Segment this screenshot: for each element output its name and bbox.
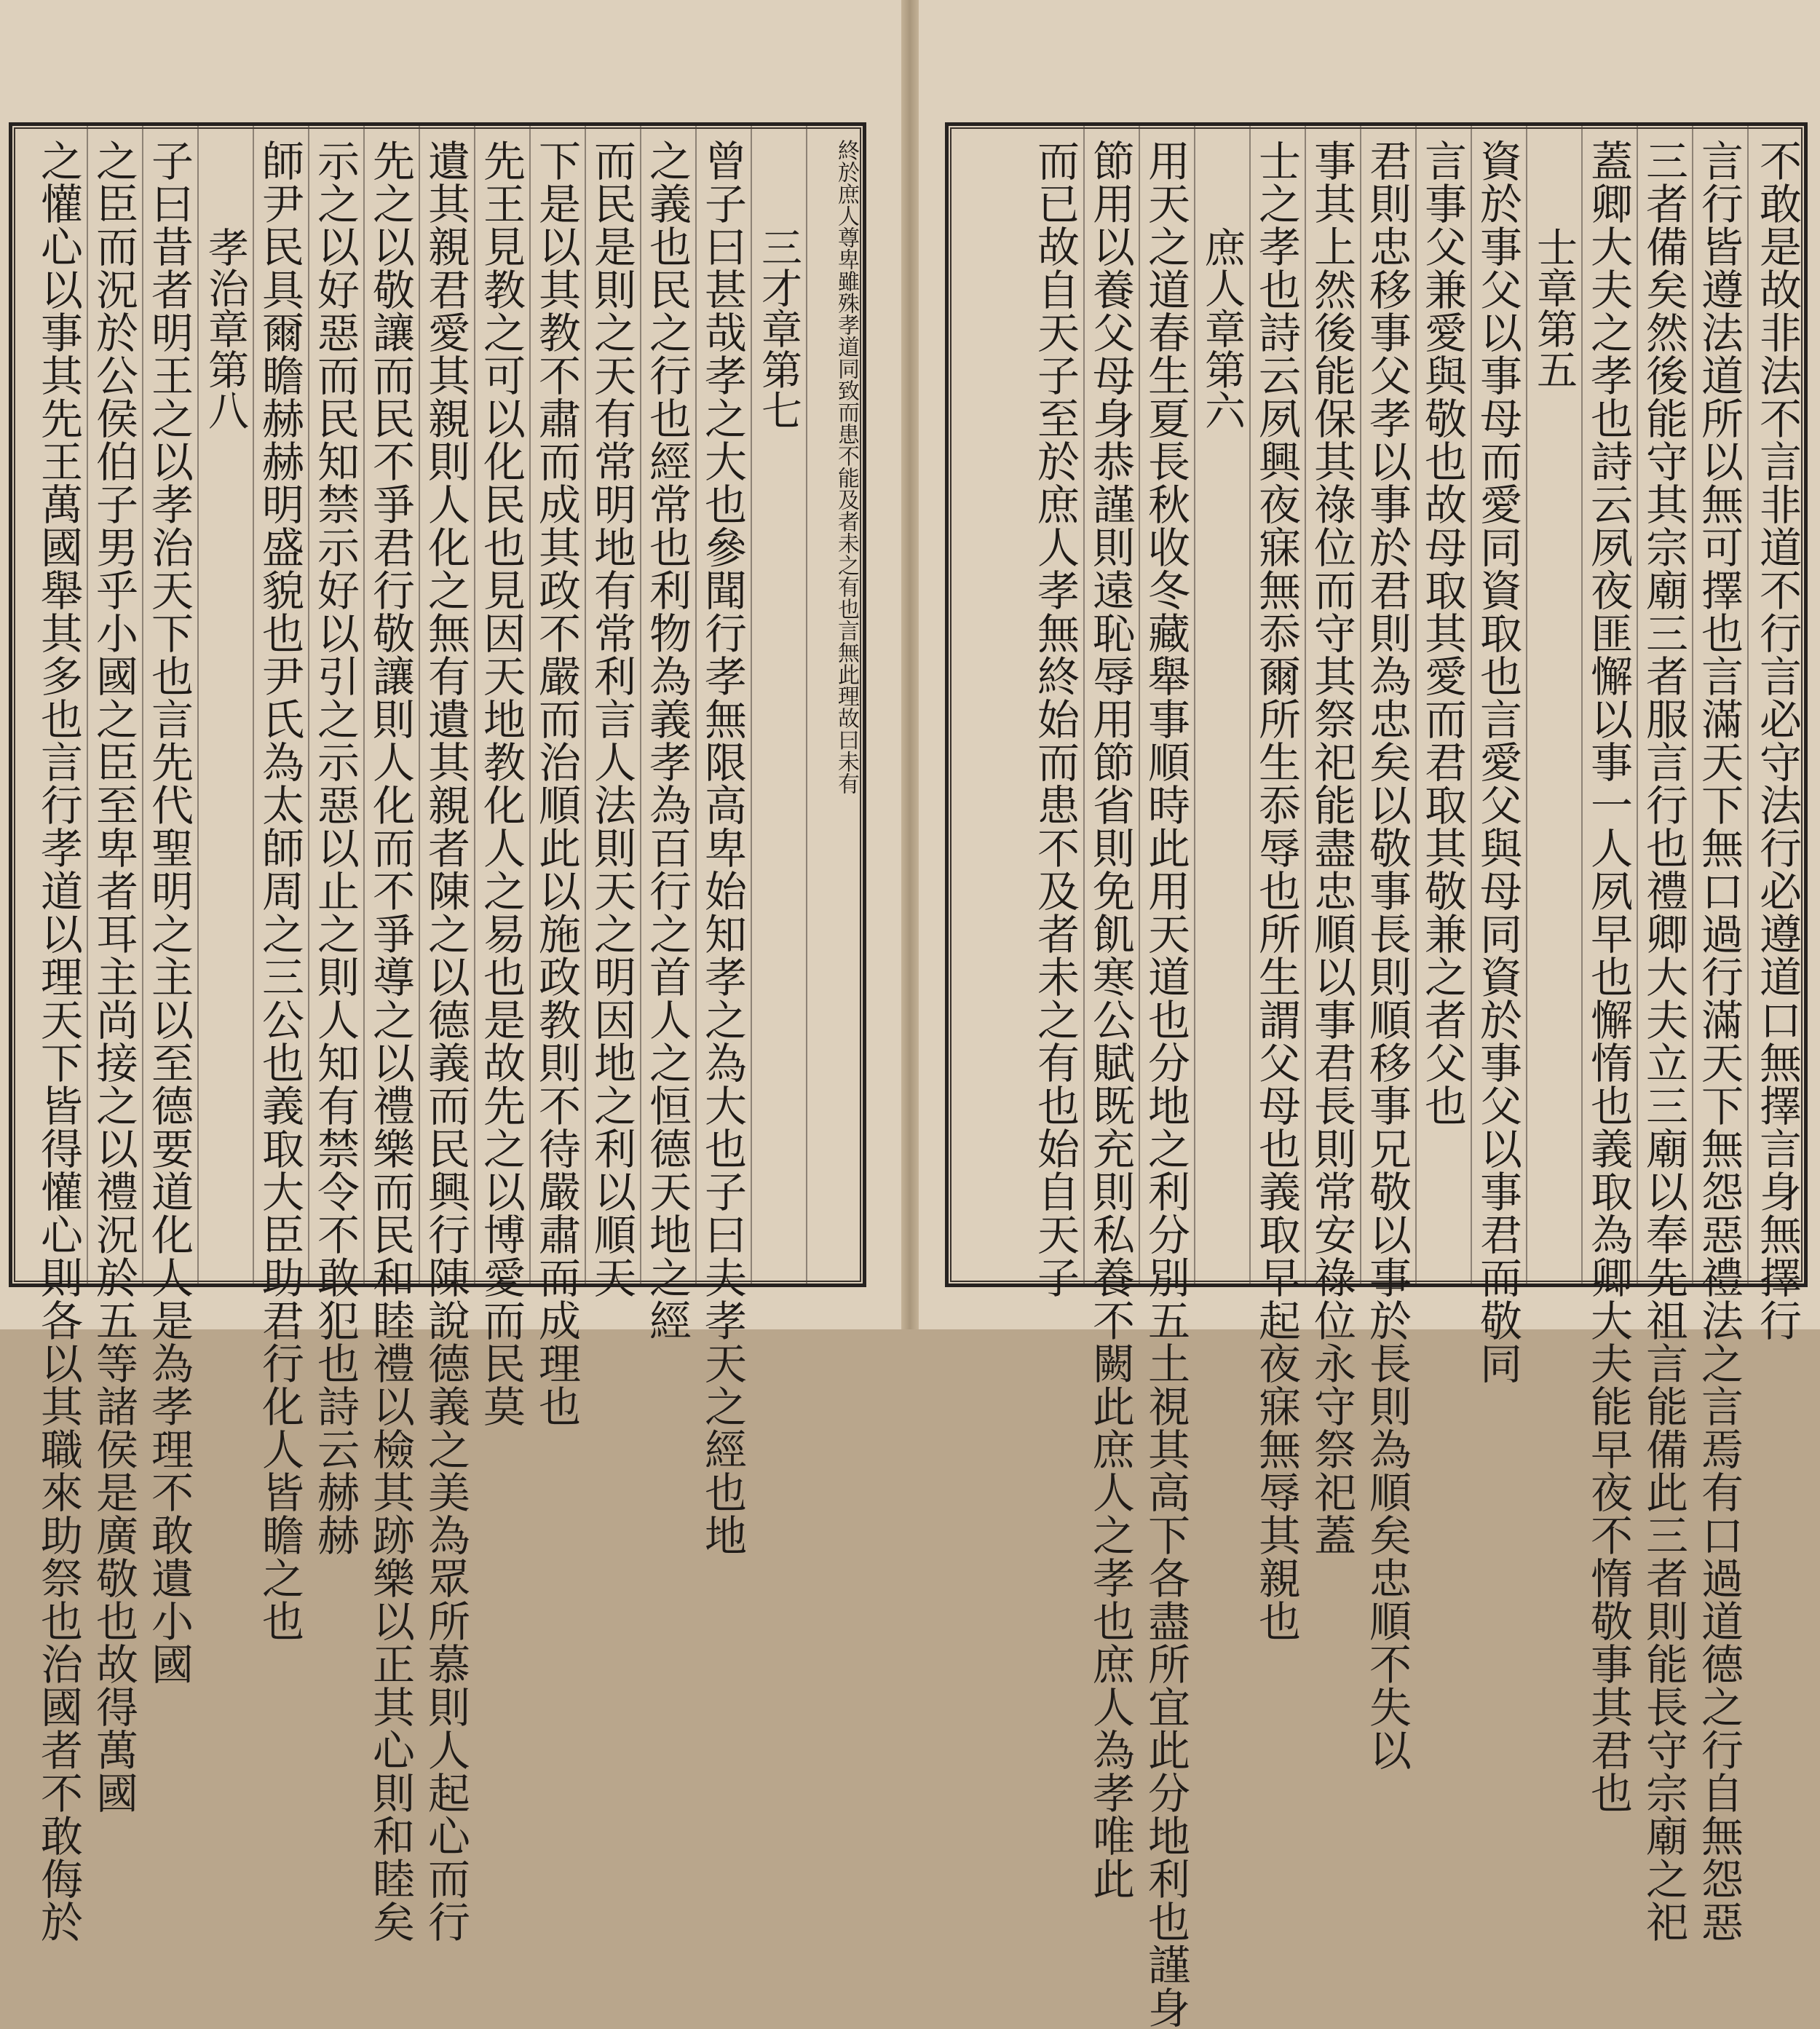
chapter-title-shi: 士章第五 <box>1530 226 1578 389</box>
text-column: 之臣而況於公侯伯子男乎小國之臣至卑者耳主尚接之以禮況於五等諸侯是廣敬也故得萬國 <box>89 139 138 1814</box>
text-column: 用天之道春生夏長秋收冬藏舉事順時此用天道也分地之利分別五土視其高下各盡所宜此分地利也謹身 <box>1141 139 1190 2029</box>
text-column: 曾子曰甚哉孝之大也參聞行孝無限高卑始知孝之為大也子曰夫孝天之經也地 <box>697 139 747 1557</box>
text-column: 節用以養父母身恭謹則遠恥辱用節省則免飢寒公賦既充則私養不闕此庶人之孝也庶人為孝唯此 <box>1085 139 1135 1900</box>
column-rule <box>1637 126 1638 1284</box>
column-rule <box>1249 126 1251 1284</box>
right-page-frame <box>945 122 1808 2029</box>
column-rule <box>253 126 254 1284</box>
column-rule <box>1415 126 1417 1284</box>
column-rule <box>695 126 697 1284</box>
column-rule <box>751 126 752 1284</box>
left-page-frame <box>9 122 866 1943</box>
book-gutter <box>901 0 919 1329</box>
text-column: 子曰昔者明王之以孝治天下也言先代聖明之主以至德要道化人是為孝理不敢遺小國 <box>144 139 194 1685</box>
column-rule <box>363 126 365 1284</box>
chapter-title-sancai: 三才章第七 <box>755 226 802 430</box>
column-rule <box>585 126 586 1284</box>
text-column: 先王見教之可以化民也見因天地教化人之易也是故先之以博愛而民莫 <box>476 139 526 1428</box>
column-rule <box>1692 126 1693 1284</box>
column-rule <box>529 126 531 1284</box>
column-rule <box>806 126 807 1284</box>
chapter-title-xiaozhi: 孝治章第八 <box>202 226 249 430</box>
text-column: 言行皆遵法道所以無可擇也言滿天下無口過行滿天下無怨惡禮法之言焉有口過道德之行自無怨惡 <box>1694 139 1744 1943</box>
column-rule <box>1581 126 1583 1284</box>
right-page <box>919 0 1820 2029</box>
column-rule <box>640 126 641 1284</box>
text-column: 君則忠移事父孝以事於君則為忠矣以敬事長則順移事兄敬以事於長則為順矣忠順不失以 <box>1362 139 1412 1771</box>
text-column: 先之以敬讓而民不爭君行敬讓則人化而不爭導之以禮樂而民和睦禮以檢其跡樂以正其心則和睦矣 <box>365 139 415 1943</box>
text-column: 示之以好惡而民知禁示好以引之示惡以止之則人知有禁令不敢犯也詩云赫赫 <box>310 139 360 1557</box>
column-rule <box>142 126 143 1284</box>
column-rule <box>1747 126 1749 1284</box>
text-column: 蓋卿大夫之孝也詩云夙夜匪懈以事一人夙早也懈惰也義取為卿大夫能早夜不惰敬事其君也 <box>1583 139 1633 1814</box>
text-column: 資於事父以事母而愛同資取也言愛父與母同資於事父以事君而敬同 <box>1473 139 1522 1385</box>
column-rule <box>1305 126 1306 1284</box>
chapter-title-shuren: 庶人章第六 <box>1198 226 1246 430</box>
text-column: 而民是則之天有常明地有常利言人法則天之明因地之利以順天 <box>587 139 636 1299</box>
column-rule <box>1194 126 1195 1284</box>
text-column: 事其上然後能保其祿位而守其祭祀能盡忠順以事君長則常安祿位永守祭祀蓋 <box>1307 139 1356 1557</box>
column-rule <box>1360 126 1361 1284</box>
text-column: 之義也民之行也經常也利物為義孝為百行之首人之恒德天地之經 <box>642 139 692 1342</box>
column-rule <box>1471 126 1472 1284</box>
column-rule <box>1083 126 1085 1284</box>
column-rule <box>419 126 420 1284</box>
column-rule <box>197 126 199 1284</box>
column-rule <box>1526 126 1527 1284</box>
text-column: 遺其親君愛其親則人化之無有遺其親者陳之以德義而民興行陳說德義之美為眾所慕則人起心而行 <box>421 139 470 1943</box>
text-column: 之懽心以事其先王萬國舉其多也言行孝道以理天下皆得懽心則各以其職來助祭也治國者不敢侮於 <box>33 139 83 1943</box>
text-column: 三者備矣然後能守其宗廟三者服言行也禮卿大夫立三廟以奉先祖言能備此三者則能長守宗廟之祀 <box>1639 139 1688 1943</box>
text-column: 師尹民具爾瞻赫赫明盛貌也尹氏為太師周之三公也義取大臣助君行化人皆瞻之也 <box>255 139 304 1642</box>
column-rule <box>87 126 88 1284</box>
text-column: 終於庶人尊卑雖殊孝道同致而患不能及者未之有也言無此理故曰未有 <box>834 139 859 794</box>
text-column: 而已故自天子至於庶人孝無終始而患不及者未之有也始自天子 <box>1030 139 1080 1299</box>
column-rule <box>1139 126 1140 1284</box>
text-column: 言事父兼愛與敬也故母取其愛而君取其敬兼之者父也 <box>1417 139 1467 1127</box>
column-rule <box>474 126 475 1284</box>
text-column: 下是以其教不肅而成其政不嚴而治順此以施政教則不待嚴肅而成理也 <box>531 139 581 1428</box>
text-column: 不敢是故非法不言非道不行言必守法行必遵道口無擇言身無擇行 <box>1752 139 1802 1342</box>
column-rule <box>308 126 309 1284</box>
left-page <box>0 0 901 1943</box>
text-column: 士之孝也詩云夙興夜寐無忝爾所生忝辱也所生謂父母也義取早起夜寐無辱其親也 <box>1251 139 1301 1642</box>
